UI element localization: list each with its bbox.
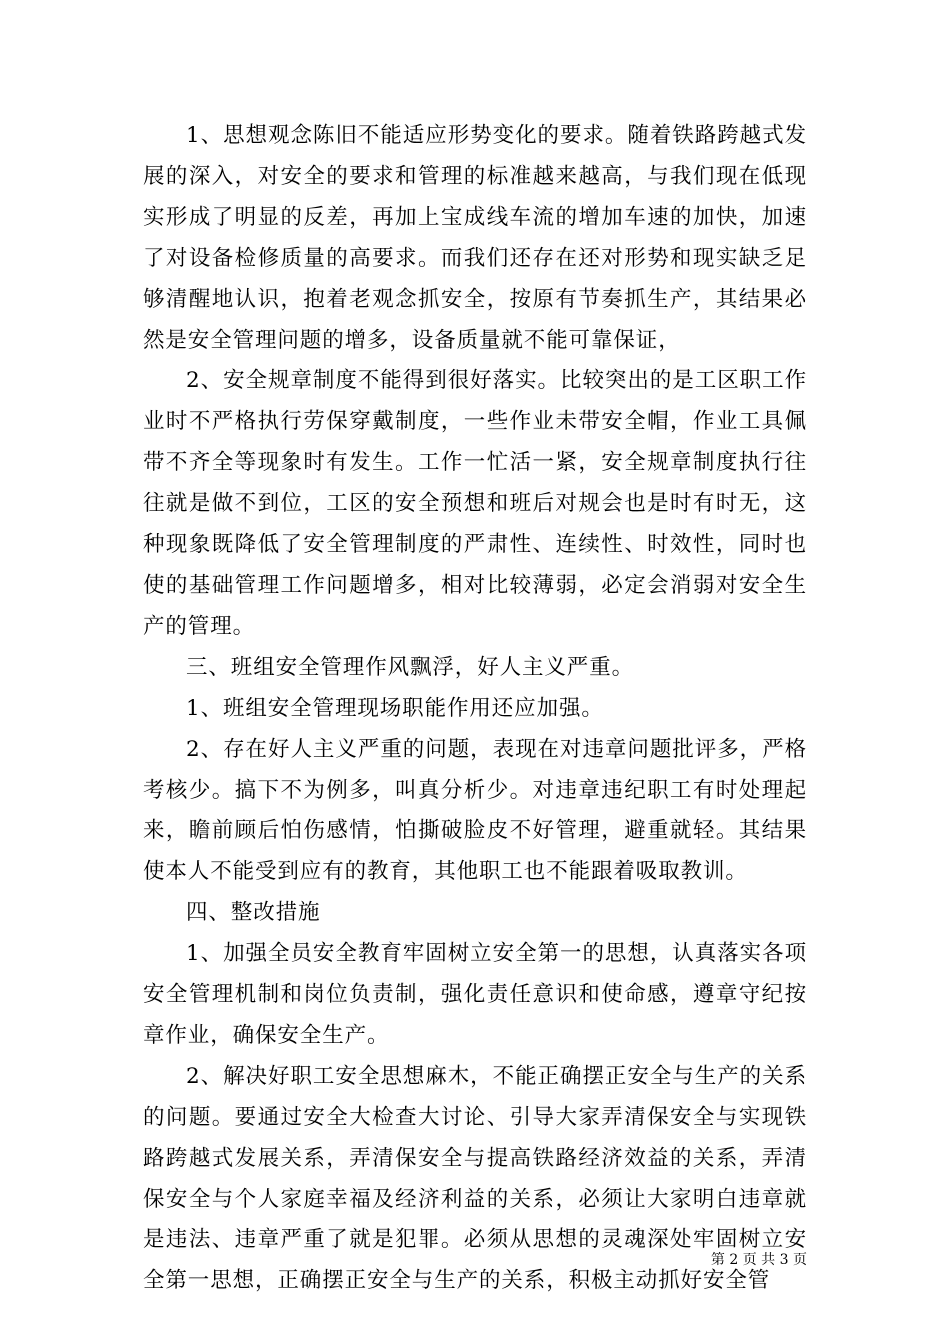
paragraph-4-2: 2、解决好职工安全思想麻木，不能正确摆正安全与生产的关系的问题。要通过安全大检查大讨论、引导大家弄清保安全与实现铁路跨越式发展关系，弄清保安全与提高铁路经济效益的关系，弄清保安全与个人家庭幸福及经济利益的关系，必须让大家明白违章就是违法、违章严重了就是犯罪。必须从思想的灵魂深处牢固树立安全第一思想，正确摆正安全与生产的关系，积极主动抓好安全管: [143, 1063, 807, 1294]
paragraph-4-1: 1、加强全员安全教育牢固树立安全第一的思想，认真落实各项安全管理机制和岗位负责制，强化责任意识和使命感，遵章守纪按章作业，确保安全生产。: [143, 941, 807, 1048]
section-heading-4: 四、整改措施: [186, 900, 321, 926]
paragraph-3-2: 2、存在好人主义严重的问题，表现在对违章问题批评多，严格考核少。搞下不为例多，叫真分析少。对违章违纪职工有时处理起来，瞻前顾后怕伤感情，怕撕破脸皮不好管理，避重就轻。其结果使本人不能受到应有的教育，其他职工也不能跟着吸取教训。: [143, 736, 807, 885]
paragraph-3-1: 1、班组安全管理现场职能作用还应加强。: [186, 695, 604, 721]
paragraph-2: 2、安全规章制度不能得到很好落实。比较突出的是工区职工作业时不严格执行劳保穿戴制度，一些作业未带安全帽，作业工具佩带不齐全等现象时有发生。工作一忙活一紧，安全规章制度执行往往就是做不到位，工区的安全预想和班后对规会也是时有时无，这种现象既降低了安全管理制度的严肃性、连续性、时效性，同时也使的基础管理工作问题增多，相对比较薄弱，必定会消弱对安全生产的管理。: [143, 368, 807, 639]
paragraph-1: 1、思想观念陈旧不能适应形势变化的要求。随着铁路跨越式发展的深入，对安全的要求和管理的标准越来越高，与我们现在低现实形成了明显的反差，再加上宝成线车流的增加车速的加快，加速了对设备检修质量的高要求。而我们还存在还对形势和现实缺乏足够清醒地认识，抱着老观念抓安全，按原有节奏抓生产，其结果必然是安全管理问题的增多，设备质量就不能可靠保证，: [143, 123, 807, 353]
document-body: [143, 116, 807, 1302]
page-number-footer: 第 2 页 共 3 页: [710, 1252, 807, 1268]
section-heading-3: 三、班组安全管理作风飘浮，好人主义严重。: [186, 654, 635, 680]
